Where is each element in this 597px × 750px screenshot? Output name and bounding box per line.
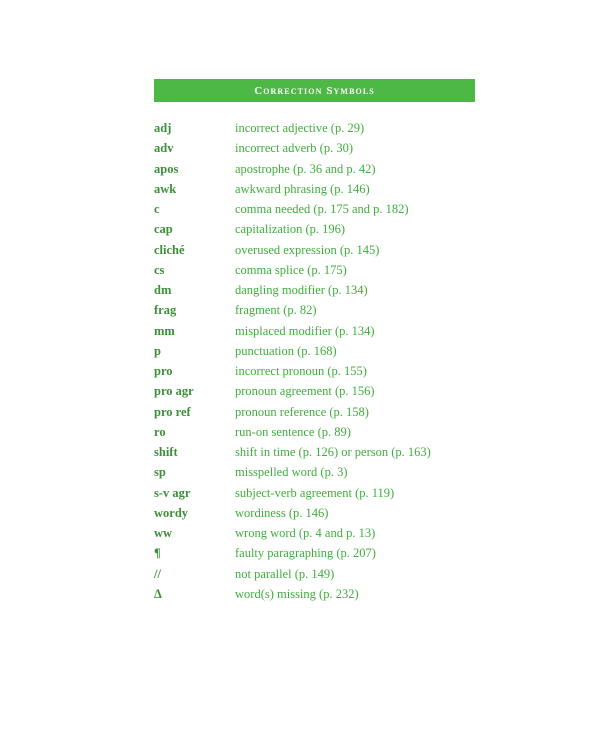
symbol-description: punctuation (p. 168) — [235, 343, 337, 358]
symbol-description: capitalization (p. 196) — [235, 222, 346, 237]
list-item — [154, 503, 484, 523]
symbol-code: wordy — [154, 505, 189, 520]
list-item — [154, 422, 484, 442]
list-item — [154, 442, 484, 462]
symbol-description: word(s) missing (p. 232) — [235, 586, 359, 601]
symbol-code: pro — [154, 364, 173, 378]
symbol-code: ro — [154, 424, 166, 439]
symbol-code: // — [154, 566, 161, 581]
symbol-description: pronoun reference (p. 158) — [235, 404, 369, 419]
list-item — [154, 199, 484, 219]
symbol-description: incorrect adverb (p. 30) — [235, 141, 353, 156]
symbol-description: fragment (p. 82) — [235, 303, 317, 318]
list-item — [154, 179, 484, 199]
list-item — [154, 138, 484, 158]
list-item — [154, 543, 484, 563]
symbol-code: ¶ — [154, 546, 161, 561]
list-item — [154, 300, 484, 320]
symbol-description: incorrect adjective (p. 29) — [235, 121, 365, 135]
correction-symbol-list — [154, 118, 484, 604]
list-item — [154, 341, 484, 361]
symbol-code: mm — [154, 323, 175, 338]
list-item — [154, 260, 484, 280]
symbol-description: pronoun agreement (p. 156) — [235, 384, 375, 399]
symbol-description: misplaced modifier (p. 134) — [235, 323, 375, 338]
list-item — [154, 462, 484, 482]
symbol-description: overused expression (p. 145) — [235, 242, 380, 257]
list-item — [154, 381, 484, 401]
symbol-code: adv — [154, 141, 174, 156]
symbol-description: comma splice (p. 175) — [235, 262, 347, 277]
list-item — [154, 361, 484, 381]
symbol-code: Δ — [154, 586, 162, 601]
symbol-description: not parallel (p. 149) — [235, 566, 335, 581]
list-item — [154, 483, 484, 503]
list-item — [154, 321, 484, 341]
symbol-description: dangling modifier (p. 134) — [235, 283, 368, 297]
symbol-description: subject-verb agreement (p. 119) — [235, 485, 395, 500]
list-item — [154, 523, 484, 543]
symbol-code: s-v agr — [154, 485, 191, 500]
list-item — [154, 219, 484, 239]
symbol-code: dm — [154, 283, 172, 297]
symbol-code: adj — [154, 121, 172, 135]
symbol-description: wordiness (p. 146) — [235, 505, 329, 520]
symbol-description: run-on sentence (p. 89) — [235, 424, 351, 439]
symbol-code: frag — [154, 303, 177, 318]
symbol-description: apostrophe (p. 36 and p. 42) — [235, 161, 376, 176]
symbol-description: misspelled word (p. 3) — [235, 465, 348, 480]
symbol-code: p — [154, 343, 161, 358]
symbol-code: cs — [154, 262, 165, 277]
symbol-code: ww — [154, 526, 173, 540]
symbol-code: shift — [154, 445, 178, 459]
list-item — [154, 240, 484, 260]
symbol-code: pro ref — [154, 404, 191, 419]
symbol-description: awkward phrasing (p. 146) — [235, 181, 370, 196]
symbol-code: awk — [154, 181, 177, 196]
header-bar — [154, 79, 475, 102]
list-item — [154, 280, 484, 300]
list-item — [154, 118, 484, 138]
page-title: Correction Symbols — [254, 84, 375, 97]
symbol-description: faulty paragraphing (p. 207) — [235, 546, 376, 561]
symbol-description: incorrect pronoun (p. 155) — [235, 364, 367, 378]
list-item — [154, 402, 484, 422]
symbol-code: cliché — [154, 242, 185, 257]
list-item — [154, 564, 484, 584]
list-item — [154, 159, 484, 179]
symbol-code: cap — [154, 222, 173, 237]
symbol-code: pro agr — [154, 384, 194, 399]
list-item — [154, 584, 484, 604]
symbol-code: apos — [154, 161, 179, 176]
symbol-description: comma needed (p. 175 and p. 182) — [235, 202, 409, 216]
symbol-code: c — [154, 202, 160, 216]
symbol-description: shift in time (p. 126) or person (p. 163) — [235, 445, 431, 459]
symbol-description: wrong word (p. 4 and p. 13) — [235, 526, 376, 540]
symbol-code: sp — [154, 465, 166, 480]
